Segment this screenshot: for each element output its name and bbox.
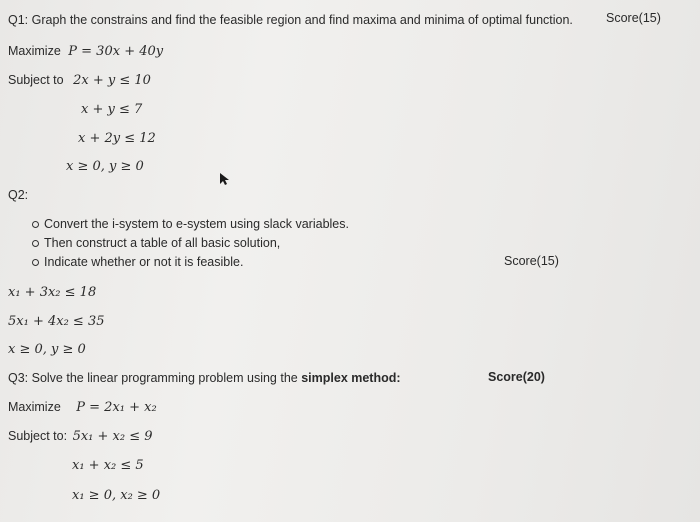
q3-objective: P = 2x₁ + x₂ [76,400,157,415]
q2-constraint-2: 5x₁ + 4x₂ ≤ 35 [8,314,105,329]
q1-constraint-3: x + 2y ≤ 12 [78,131,156,146]
q1-score: Score(15) [606,11,661,25]
q2-bullet-3: Indicate whether or not it is feasible. [44,255,244,269]
q3-title-prefix: Q3: Solve the linear programming problem using the [8,371,298,385]
q2-bullet-1: Convert the i-system to e-system using slack variables. [44,217,349,231]
q1-maximize-row [8,44,163,59]
q1-subject-row [8,73,151,88]
bullet-icon [32,221,39,228]
q3-constraint-3: x₁ ≥ 0, x₂ ≥ 0 [72,488,161,503]
q1-constraint-4: x ≥ 0, y ≥ 0 [66,159,144,174]
q2-constraint-1: x₁ + 3x₂ ≤ 18 [8,285,97,300]
bullet-icon [32,259,39,266]
q2-score: Score(15) [504,254,559,268]
q3-constraint-1: 5x₁ + x₂ ≤ 9 [72,429,153,444]
q1-maximize-label: Maximize [8,44,61,58]
bullet-icon [32,240,39,247]
q3-constraint-2: x₁ + x₂ ≤ 5 [72,458,144,473]
q2-constraint-3: x ≥ 0, y ≥ 0 [8,342,86,357]
q3-title-bold: simplex method: [301,371,401,385]
q3-score: Score(20) [488,370,545,384]
q3-subject-label: Subject to: [8,429,68,443]
mouse-pointer-icon [219,172,231,186]
q1-subject-label: Subject to [8,73,64,87]
q1-constraint-2: x + y ≤ 7 [81,102,143,117]
q3-maximize-row [8,400,157,415]
q1-constraint-1: 2x + y ≤ 10 [73,73,151,88]
q1-objective: P = 30x + 40y [68,44,164,59]
q2-bullet-2: Then construct a table of all basic solution, [44,236,281,250]
q3-title [8,371,401,385]
q3-maximize-label: Maximize [8,400,61,414]
q3-subject-row [8,429,153,444]
q2-title: Q2: [8,188,29,202]
q1-title: Q1: Graph the constrains and find the feasible region and find maxima and minima of optimal function. [8,13,573,27]
